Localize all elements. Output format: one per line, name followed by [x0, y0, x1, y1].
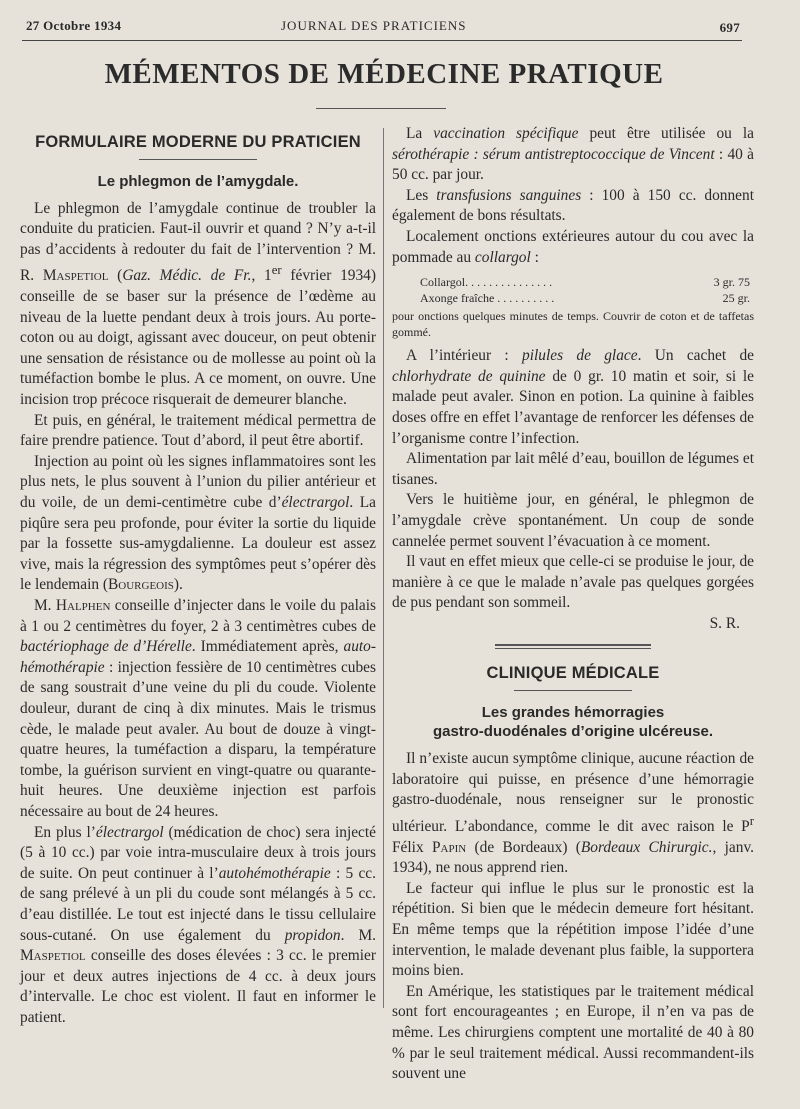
left-column [20, 124, 376, 1028]
column-divider [383, 128, 384, 1008]
page-number: 697 [719, 20, 740, 35]
paragraph: Et puis, en général, le traitement médical permettra de faire prendre patience. Tout d’abord, il peut être abortif. [20, 411, 376, 450]
author-name: Maspetiol [20, 947, 86, 965]
section-separator [495, 644, 651, 646]
page-title: MÉMENTOS DE MÉDECINE PRATIQUE [104, 58, 664, 90]
paragraph: Il n’existe aucun symptôme clinique, aucune réaction de laboratoire qui puisse, en présence d’une hémorragie gastro-duodénale, nous renseigner sur le pronostic ultérieur. L’abondance, comme le dit avec raison le $P^r$ Félix Papin (de Bordeaux) (Bordeaux Chirurgic., janv. 1934), ne nous apprend rien. [392, 750, 754, 877]
paragraph: En Amérique, les statistiques par le traitement médical sont fort encourageantes ; en Europe, il n’en va pas de même. Les chirurgiens comptent une mortalité de 40 à 80 % par le seul traitement médical. Aussi recommandent-ils souvent une [392, 982, 754, 1083]
formula-row: Collargol. . . . . . . . . . . . . . . 3 gr. 75 [420, 275, 750, 290]
author-name: Bourgeois [108, 576, 174, 594]
author-name: Halphen [55, 597, 111, 614]
right-column [392, 124, 754, 1085]
reference: Gaz. Médic. de Fr. [122, 267, 252, 285]
paragraph: Vers le huitième jour, en général, le phlegmon de l’amygdale crève spontanément. Un coup de sonde cannelée permet souvent l’évacuation à ce moment. [392, 491, 754, 550]
paragraph: Alimentation par lait mêlé d’eau, bouillon de légumes et tisanes. [392, 450, 754, 488]
title-rule [316, 108, 446, 109]
paragraph: Le facteur qui influe le plus sur le pronostic est la répétition. Si bien que le médecin demeure fort hésitant. En même temps que la répétition impose l’idée d’une intervention, le malade devenant plus faible, la supportera moins bien. [392, 879, 754, 980]
header-rule [22, 40, 742, 41]
author-name: Papin [431, 838, 467, 856]
paragraph: La vaccination spécifique peut être utilisée ou la sérothérapie : sérum antistreptococcique de Vincent : 40 à 50 cc. par jour. [392, 125, 754, 184]
formula-note: pour onctions quelques minutes de temps. Couvrir de coton et de taffetas gommé. [392, 309, 754, 340]
paragraph: En plus l’électrargol (médication de choc) sera injecté (5 à 10 cc.) par voie intra-musculaire deux à trois jours de suite. On peut continuer à l’autohémothérapie : 5 cc. de sang prélevé à un pli du coude sont mélangés à 5 cc. d’eau distillée. Le tout est injecté dans le tissu cellulaire sous-cutané. On use également du propidon. M. Maspetiol conseille des doses élevées : 3 cc. le premier jour et deux autres injections de 4 cc. à deux jours d’intervalle. Le choc est violent. Il faut en informer le patient. [20, 823, 376, 1026]
section-rule [139, 159, 257, 160]
paragraph: M. Halphen conseille d’injecter dans le voile du palais à 1 ou 2 centimètres du foyer, 2 à 3 centimètres cubes de bactériophage de d’Hérelle. Immédiatement après, auto-hémothérapie : injection fessière de 10 centimètres cubes de sang soustrait d’une veine du pli du coude. Violente douleur, durant de cinq à dix minutes. Mais le trismus cède, le malade peut avaler. Au bout de douze à vingt-quatre heures, la tuméfaction a disparu, la température tombe, la guérison survient en vingt-quatre ou quarante-huit heures. Une deuxième injection est parfois nécessaire au bout de 24 heures. [20, 597, 376, 820]
paragraph: Injection au point où les signes inflammatoires sont les plus nets, le plus souvent à l’union du pilier antérieur et du voile, de un demi-centimètre cube d’électrargol. La piqûre sera peu profonde, pour éviter la sortie du liquide par la fossette sus-amygdalienne. La douleur est assez vive, mais la régression des symptômes peut s’opérer dès le lendemain (Bourgeois). [20, 452, 376, 594]
article-title-hemorragies: Les grandes hémorragies gastro-duodénales d’origine ulcéreuse. [432, 704, 714, 741]
formula-row: Axonge fraîche . . . . . . . . . . 25 gr. [420, 291, 750, 306]
paragraph: A l’intérieur : pilules de glace. Un cachet de chlorhydrate de quinine de 0 gr. 10 matin et soir, si le malade peut avaler. Sinon en potion. La quinine à faibles doses offre en effet l’avantage de renforcer les défenses de l’organisme contre l’infection. [392, 347, 754, 447]
paragraph: Le phlegmon de l’amygdale continue de troubler la conduite du praticien. Faut-il ouvrir et quand ? N’y a-t-il pas d’accidents à redouter du fait de l’intervention ? M. R. Maspetiol (Gaz. Médic. de Fr., 1er février 1934) conseille de se baser sur la présence de l’œdème au niveau de la luette pendant deux à trois jours. Au porte-coton ou au doigt, agissant avec douceur, on peut obtenir une sensation de résistance ou de mollesse au point où la tuméfaction bombe le plus. A ce moment, on ouvre. Une incision trop précoce risquerait de demeurer blanche. [20, 199, 376, 409]
paragraph: Il vaut en effet mieux que celle-ci se produise le jour, de manière à ce que le malade n’avale pas quelques gorgées de pus pendant son sommeil. [392, 553, 754, 612]
section-rule [514, 690, 632, 691]
paragraph: Les transfusions sanguines : 100 à 150 cc. donnent également de bons résultats. [392, 186, 754, 225]
section-title-clinique: CLINIQUE MÉDICALE [486, 664, 660, 683]
journal-name: JOURNAL DES PRATICIENS [281, 18, 467, 33]
running-head [26, 18, 740, 40]
reference: Bordeaux Chirurgic. [580, 838, 713, 856]
section-separator-thin [495, 648, 651, 649]
prescription-formula [392, 274, 754, 340]
article-title-phlegmon: Le phlegmon de l’amygdale. [97, 172, 299, 190]
author-name: Maspetiol [42, 267, 109, 285]
section-title-formulaire: FORMULAIRE MODERNE DU PRATICIEN [35, 133, 361, 151]
signature: S. R. [709, 614, 740, 632]
paragraph: Localement onctions extérieures autour du cou avec la pommade au collargol : [392, 227, 754, 266]
issue-date: 27 Octobre 1934 [26, 18, 122, 33]
